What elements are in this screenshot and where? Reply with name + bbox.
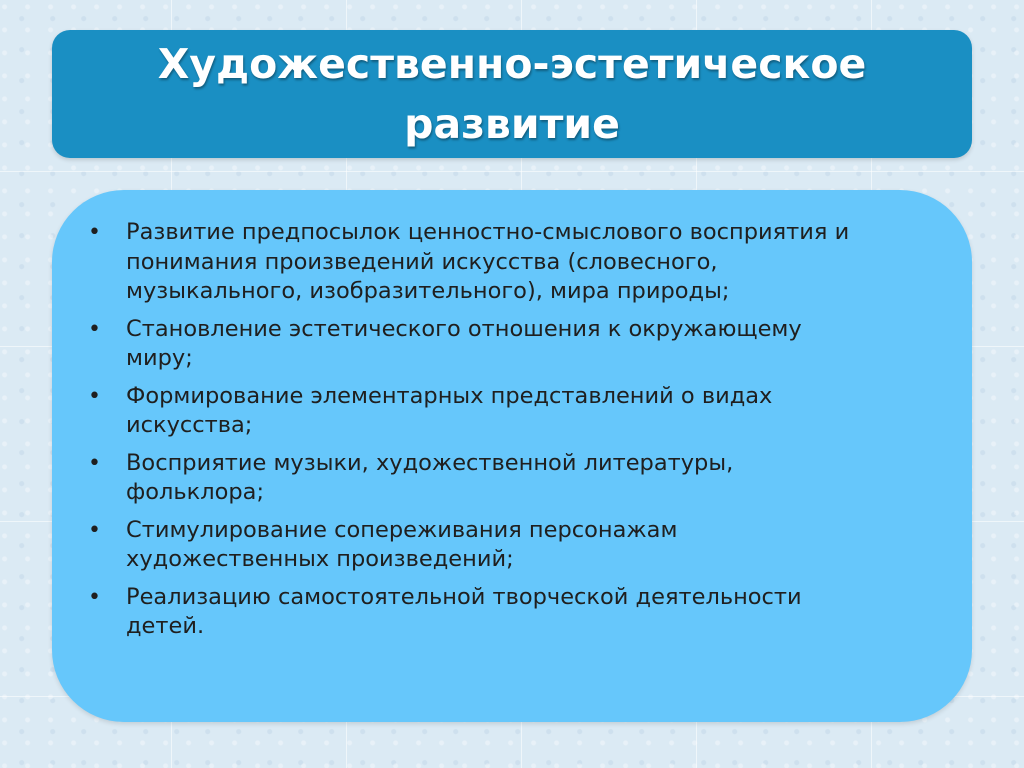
list-item: [88, 315, 948, 374]
bullet-list: [88, 218, 948, 650]
list-item-text-line: искусства;: [126, 412, 253, 438]
list-item-text-line: фольклора;: [126, 479, 265, 505]
list-item-text-line: Реализацию самостоятельной творческой деятельности: [126, 583, 802, 610]
bullet-icon: •: [88, 316, 101, 342]
bullet-icon: •: [88, 450, 101, 476]
slide-title-line-2: развитие: [404, 100, 620, 148]
slide-title: [158, 34, 867, 154]
title-banner: [52, 30, 972, 158]
list-item-text-line: Становление эстетического отношения к окружающему: [126, 315, 802, 342]
list-item: [88, 583, 948, 642]
list-item: [88, 218, 948, 307]
list-item: [88, 516, 948, 575]
list-item-text-line: Формирование элементарных представлений о видах: [126, 382, 773, 409]
bullet-icon: •: [88, 383, 101, 409]
list-item-text-line: художественных произведений;: [126, 546, 514, 572]
list-item: [88, 382, 948, 441]
bullet-icon: •: [88, 220, 101, 245]
list-item-text-line: Восприятие музыки, художественной литературы,: [126, 449, 734, 476]
content-panel: [52, 190, 972, 722]
bullet-icon: •: [88, 584, 101, 610]
slide-title-line-1: Художественно-эстетическое: [157, 40, 867, 88]
list-item-text-line: детей.: [126, 613, 205, 639]
bullet-icon: •: [88, 517, 101, 543]
list-item-text-line: миру;: [126, 345, 193, 371]
list-item: [88, 449, 948, 508]
list-item-text-line: Развитие предпосылок ценностно-смыслового восприятия и: [126, 219, 850, 245]
list-item-text-line: Стимулирование сопереживания персонажам: [126, 516, 678, 543]
list-item-text-line: музыкального, изобразительного), мира природы;: [126, 278, 730, 304]
list-item-text-line: понимания произведений искусства (словесного,: [126, 248, 718, 275]
